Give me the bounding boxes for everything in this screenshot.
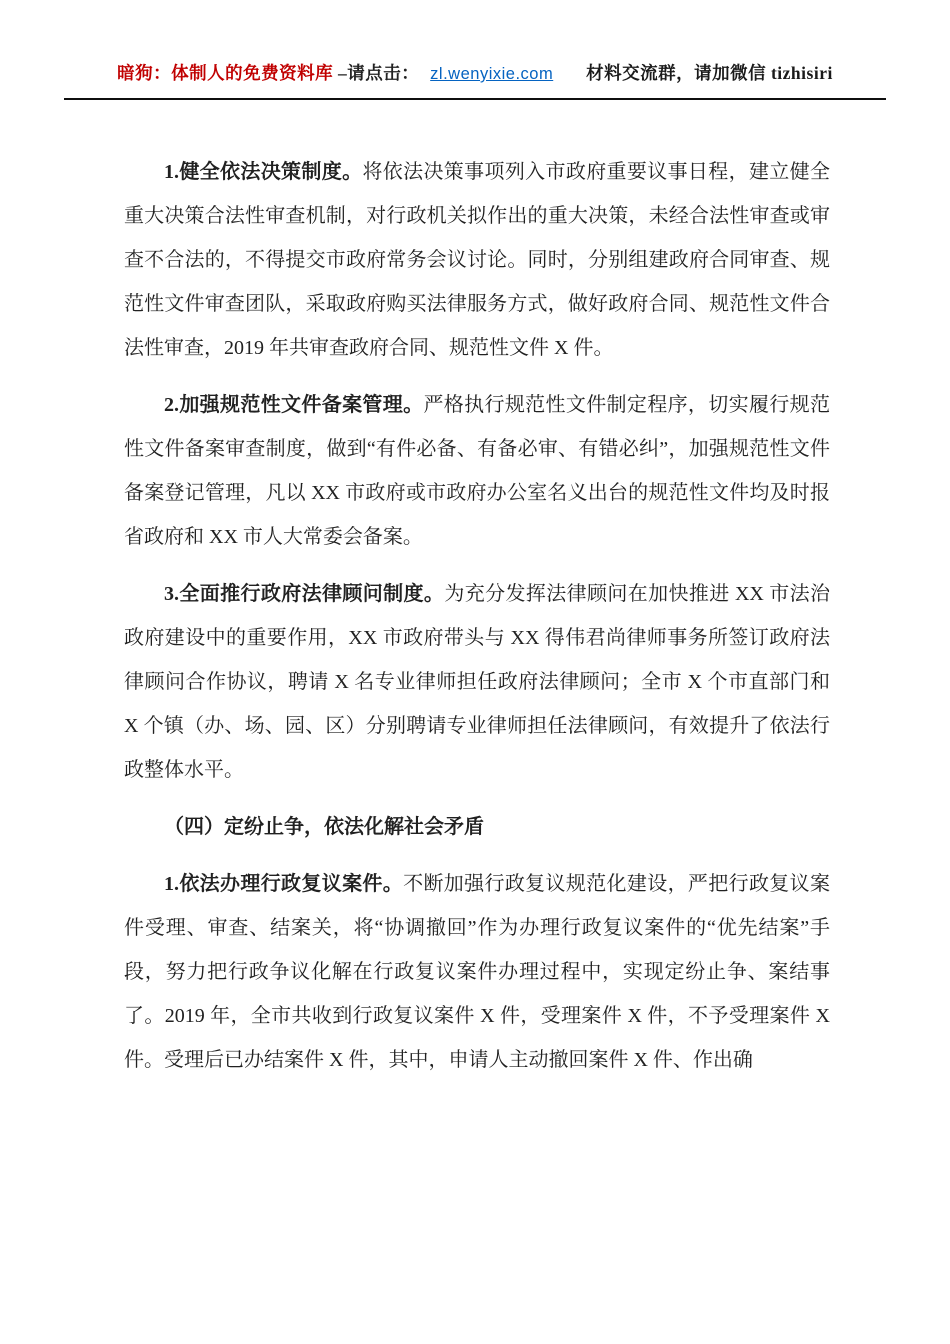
paragraph-text: 不断加强行政复议规范化建设，严把行政复议案件受理、审查、结案关，将“协调撤回”作为办理行政复议案件的“优先结案”手段，努力把行政争议化解在行政复议案件办理过程中，实现定纷止争、案结事了。2019 年，全市共收到行政复议案件 X 件，受理案件 X 件，不予受理案件 X 件。受理后已办结案件 X 件，其中，申请人主动撤回案件 X 件、作出确: [124, 873, 830, 1071]
section-heading: [124, 805, 830, 849]
contact-info: 材料交流群，请加微信 tizhisiri: [586, 63, 833, 83]
paragraph-lead: 2.加强规范性文件备案管理。: [164, 394, 424, 416]
paragraph-lead: 1.健全依法决策制度。: [164, 161, 363, 183]
site-link[interactable]: zl.wenyixie.com: [430, 65, 554, 83]
paragraph-lead: 3.全面推行政府法律顾问制度。: [164, 583, 445, 605]
paragraph-lead: （四）定纷止争，依法化解社会矛盾: [164, 816, 484, 838]
site-name: 暗狗：体制人的免费资料库: [117, 63, 334, 83]
paragraph-text: 严格执行规范性文件制定程序，切实履行规范性文件备案审查制度，做到“有件必备、有备必审、有错必纠”，加强规范性文件备案登记管理，凡以 XX 市政府或市政府办公室名义出台的规范性文件均及时报省政府和 XX 市人大常委会备案。: [124, 394, 830, 548]
paragraph-lead: 1.依法办理行政复议案件。: [164, 873, 404, 895]
page-header: [0, 0, 950, 85]
paragraph-text: 为充分发挥法律顾问在加快推进 XX 市法治政府建设中的重要作用，XX 市政府带头与 XX 得伟君尚律师事务所签订政府法律顾问合作协议，聘请 X 名专业律师担任政府法律顾问；全市 X 个市直部门和 X 个镇（办、场、园、区）分别聘请专业律师担任法律顾问，有效提升了依法行政整体水平。: [124, 583, 831, 781]
body-paragraph: [124, 383, 830, 559]
link-prefix: –请点击：: [338, 63, 420, 83]
body-paragraph: [124, 150, 830, 370]
body-paragraph: [124, 862, 830, 1082]
document-body: [0, 100, 950, 1082]
body-paragraph: [124, 572, 830, 792]
paragraph-text: 将依法决策事项列入市政府重要议事日程，建立健全重大决策合法性审查机制，对行政机关拟作出的重大决策，未经合法性审查或审查不合法的，不得提交市政府常务会议讨论。同时，分别组建政府合同审查、规范性文件审查团队，采取政府购买法律服务方式，做好政府合同、规范性文件合法性审查，2019 年共审查政府合同、规范性文件 X 件。: [124, 161, 830, 359]
